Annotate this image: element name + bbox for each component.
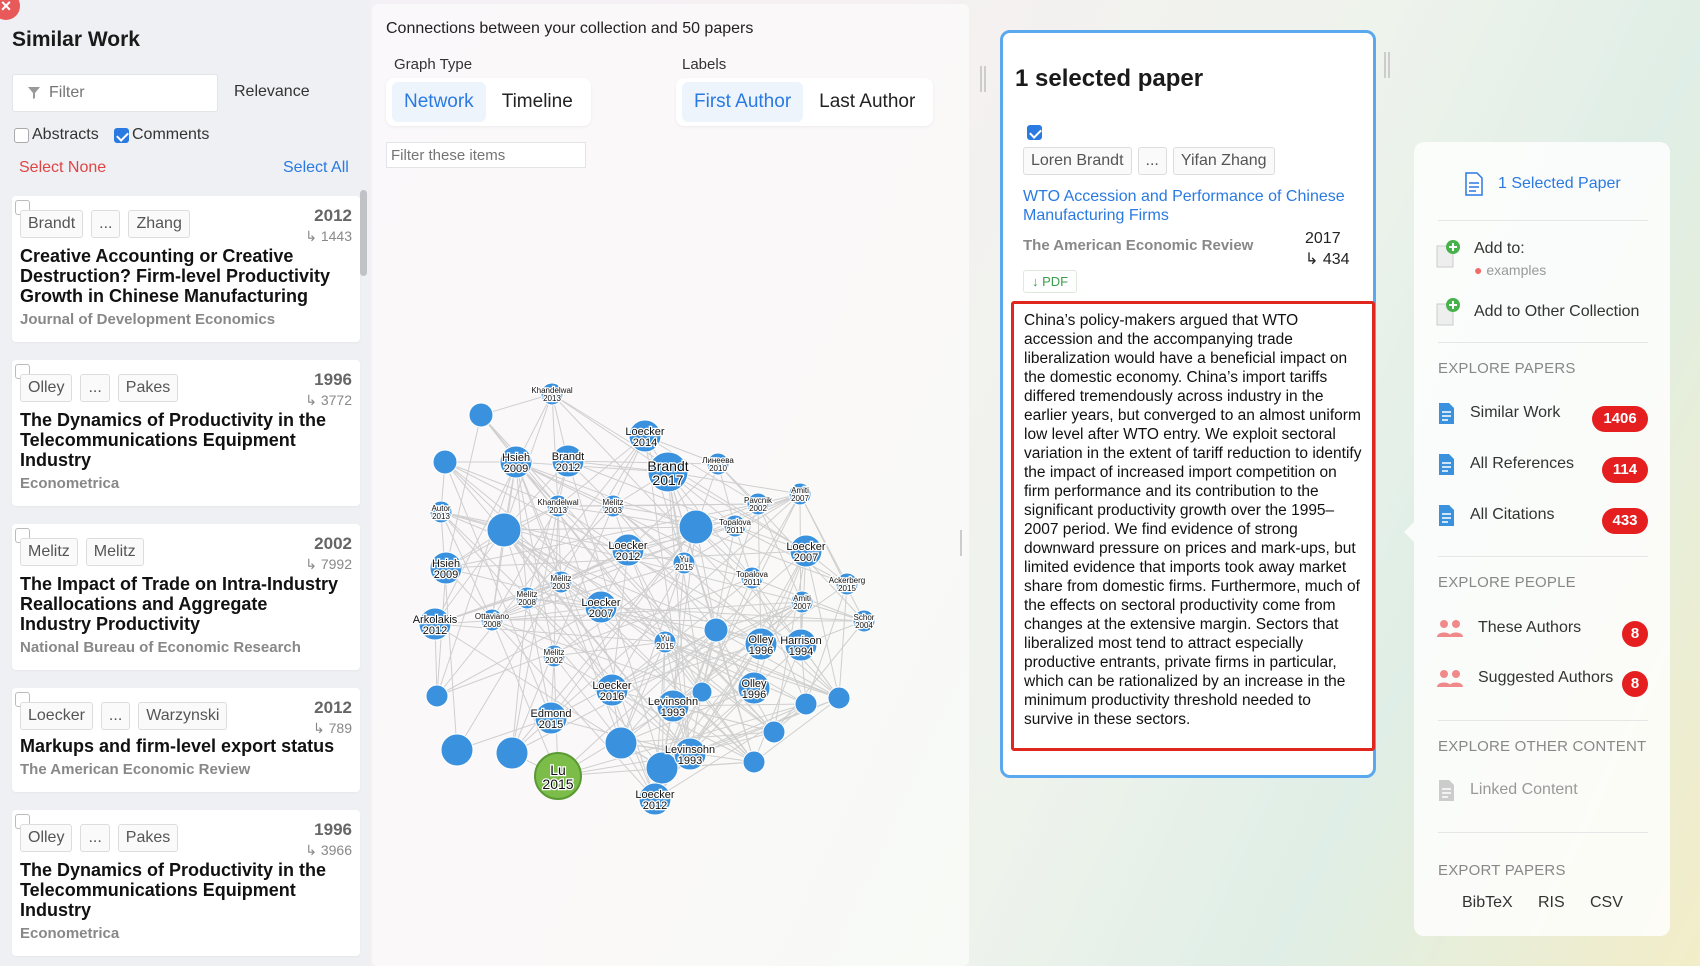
graph-node-label: Линеева 2010 xyxy=(702,456,734,473)
paper-title[interactable]: The Dynamics of Productivity in the Telecommunications Equipment Industry xyxy=(20,860,327,920)
panel-drag-handle[interactable] xyxy=(980,66,986,92)
graph-node-label: Ackerberg 2015 xyxy=(828,576,866,593)
graph-node[interactable] xyxy=(704,618,728,642)
graph-title: Connections between your collection and 50 papers xyxy=(386,20,754,37)
graph-node-label: Loecker 2016 xyxy=(592,680,632,703)
graph-node-label: Loecker 2012 xyxy=(608,540,648,563)
graph-edge xyxy=(800,494,801,645)
graph-node-label: Loecker 2014 xyxy=(625,426,665,449)
export-papers-heading: EXPORT PAPERS xyxy=(1438,862,1566,879)
graph-edge xyxy=(504,527,696,530)
documents-icon xyxy=(1436,503,1456,527)
documents-icon xyxy=(1436,452,1456,476)
panel-drag-handle[interactable] xyxy=(1384,52,1390,78)
paper-year: 1996 xyxy=(314,820,352,839)
collection-name xyxy=(1474,262,1546,278)
paper-journal: Journal of Development Economics xyxy=(20,311,276,328)
tab-timeline[interactable]: Timeline xyxy=(501,91,573,112)
export-csv-button[interactable]: CSV xyxy=(1590,894,1623,911)
comments-checkbox[interactable] xyxy=(114,128,129,143)
graph-node[interactable] xyxy=(441,734,473,766)
graph-node[interactable] xyxy=(646,752,678,784)
graph-node-label: Topalova 2011 xyxy=(718,518,752,535)
graph-node-label: Yu 2015 xyxy=(675,555,693,572)
graph-node-label: Pavcnik 2002 xyxy=(743,496,773,513)
people-icon xyxy=(1436,666,1464,690)
suggested-authors-label: Suggested Authors xyxy=(1478,669,1614,686)
selected-paper-label: 1 Selected Paper xyxy=(1498,175,1621,192)
documents-icon xyxy=(1436,401,1456,425)
author-chip[interactable]: Loren Brandt xyxy=(1023,147,1132,175)
add-to-other-collection[interactable] xyxy=(1436,298,1639,326)
graph-node-label: Hsieh 2009 xyxy=(501,452,531,475)
author-chips xyxy=(20,538,144,566)
citation-count: ↳ 3772 xyxy=(305,392,352,408)
graph-node[interactable] xyxy=(795,693,817,715)
graph-node-label: Harrison 1994 xyxy=(780,635,822,658)
author-chip[interactable]: Olley xyxy=(20,824,72,852)
explore-other-heading: EXPLORE OTHER CONTENT xyxy=(1438,738,1647,755)
selected-paper-link[interactable] xyxy=(1464,172,1621,196)
people-icon xyxy=(1436,616,1464,640)
author-chip[interactable]: Warzynski xyxy=(138,702,227,730)
sort-dropdown[interactable]: Relevance xyxy=(234,83,310,100)
more-authors-chip[interactable]: ... xyxy=(101,702,130,730)
graph-node-label: Loecker 2007 xyxy=(581,597,621,620)
selected-paper-panel xyxy=(1000,30,1376,778)
author-chip[interactable]: Melitz xyxy=(86,538,144,566)
comments-label: Comments xyxy=(132,126,210,143)
author-chips xyxy=(20,210,190,238)
similar-work-link[interactable] xyxy=(1436,401,1560,425)
paper-year: 2012 xyxy=(314,206,352,225)
author-chips xyxy=(20,702,227,730)
graph-node[interactable] xyxy=(828,687,850,709)
filter-input[interactable] xyxy=(49,84,199,102)
tab-first-author[interactable]: First Author xyxy=(682,82,803,122)
paper-year: 2002 xyxy=(314,534,352,553)
paper-title[interactable]: Creative Accounting or Creative Destruction? Firm-level Productivity Growth in Chinese Manufacturing xyxy=(20,246,331,306)
pdf-button[interactable]: ↓ PDF xyxy=(1023,270,1077,293)
labels-label: Labels xyxy=(682,56,727,73)
graph-node-label: Levinsohn 1993 xyxy=(647,696,699,719)
these-authors-badge: 8 xyxy=(1622,621,1648,647)
author-chips xyxy=(20,374,178,402)
explore-papers-heading: EXPLORE PAPERS xyxy=(1438,360,1576,377)
divider xyxy=(1438,556,1648,557)
similar-work-label: Similar Work xyxy=(1470,404,1561,421)
more-authors-chip[interactable]: ... xyxy=(80,374,109,402)
graph-edge xyxy=(839,584,847,698)
graph-node[interactable] xyxy=(426,685,448,707)
tab-network[interactable]: Network xyxy=(392,82,486,122)
divider xyxy=(1438,220,1648,221)
sidebar-pointer xyxy=(1404,522,1414,542)
graph-node[interactable] xyxy=(487,513,521,547)
paper-card[interactable] xyxy=(12,196,360,342)
author-chip[interactable]: Zhang xyxy=(128,210,189,238)
more-authors-chip[interactable]: ... xyxy=(80,824,109,852)
collection-label: examples xyxy=(1486,262,1547,278)
document-icon xyxy=(1464,172,1484,196)
graph-node-label: Lu 2015 xyxy=(542,762,574,792)
export-ris-button[interactable]: RIS xyxy=(1538,894,1565,911)
divider xyxy=(1438,342,1648,343)
author-chip[interactable]: Pakes xyxy=(118,824,178,852)
selected-paper-citations: ↳ 434 xyxy=(1305,251,1350,268)
tab-last-author[interactable]: Last Author xyxy=(819,91,916,112)
graph-node-label: Amiti 2007 xyxy=(791,486,809,503)
filter-icon xyxy=(27,86,41,100)
graph-node-label: Schor 2004 xyxy=(853,613,875,630)
graph-node[interactable] xyxy=(605,727,637,759)
select-none-link[interactable]: Select None xyxy=(19,159,107,176)
author-chip[interactable]: Olley xyxy=(20,374,72,402)
export-bibtex-button[interactable]: BibTeX xyxy=(1462,894,1513,911)
citation-count: ↳ 789 xyxy=(313,720,352,736)
paper-title[interactable]: The Dynamics of Productivity in the Telecommunications Equipment Industry xyxy=(20,410,327,470)
author-chips xyxy=(20,824,178,852)
graph-node-label: Brandt 2017 xyxy=(647,458,689,488)
all-references-label: All References xyxy=(1470,455,1575,472)
paper-title[interactable]: The Impact of Trade on Intra-Industry Reallocations and Aggregate Industry Productivity xyxy=(20,574,339,634)
citation-count: ↳ 7992 xyxy=(305,556,352,572)
graph-node[interactable] xyxy=(496,737,528,769)
suggested-authors-badge: 8 xyxy=(1622,671,1648,697)
graph-node-label: Olley 1996 xyxy=(748,634,774,657)
selected-heading: 1 selected paper xyxy=(1015,65,1204,92)
graph-type-toggle xyxy=(386,78,591,126)
add-to-label: Add to: xyxy=(1474,240,1525,257)
paper-journal: Econometrica xyxy=(20,475,120,492)
graph-node-label: Olley 1996 xyxy=(741,678,767,701)
graph-node-label: Loecker 2007 xyxy=(786,541,826,564)
graph-node[interactable] xyxy=(433,450,457,474)
all-citations-link[interactable] xyxy=(1436,503,1554,527)
comments-toggle[interactable] xyxy=(114,126,209,144)
filter-field[interactable] xyxy=(12,74,218,112)
graph-filter-input[interactable] xyxy=(386,142,586,168)
author-chip[interactable]: Loecker xyxy=(20,702,93,730)
resize-handle[interactable] xyxy=(960,530,962,556)
add-document-icon xyxy=(1436,240,1460,268)
collection-dot-icon: ● xyxy=(1474,262,1487,278)
graph-node-label: Hsieh 2009 xyxy=(431,558,461,581)
linked-content-link[interactable] xyxy=(1436,778,1578,802)
graph-node-label: Topalova 2011 xyxy=(735,570,769,587)
paper-card[interactable] xyxy=(12,524,360,670)
paper-journal: The American Economic Review xyxy=(20,761,251,778)
graph-node-label: Ottaviano 2008 xyxy=(474,612,510,629)
abstracts-label: Abstracts xyxy=(32,126,99,143)
graph-node-label: Autor 2013 xyxy=(431,504,451,521)
divider xyxy=(1438,720,1648,721)
similar-work-panel xyxy=(0,0,370,966)
citation-count: ↳ 3966 xyxy=(305,842,352,858)
all-references-link[interactable] xyxy=(1436,452,1574,476)
panel-title: Similar Work xyxy=(12,28,140,51)
actions-sidebar xyxy=(1414,142,1670,936)
graph-node-label: Amiti 2007 xyxy=(793,594,811,611)
graph-node-label: Edmond 2015 xyxy=(530,708,572,731)
author-chip[interactable]: Pakes xyxy=(118,374,178,402)
explore-people-heading: EXPLORE PEOPLE xyxy=(1438,574,1576,591)
graph-edge xyxy=(435,624,665,642)
more-authors-chip[interactable]: ... xyxy=(1138,147,1167,175)
abstract-text: China’s policy-makers argued that WTO accession and the accompanying trade liberalization would have a beneficial impact on the domestic economy. China’s import tariffs differed tremendously across industry in the earlier years, but converged to an almost uniform low level after WTO entry. We exploit sectoral variation in the extent of tariff reduction to identify the impact of increased import competition on firm performance and its contribution to the significant productivity growth over the 1995–2007 period. We find evidence of strong downward pressure on prices and mark-ups, but limited evidence that imports took away market share from domestic firms. Furthermore, much of the effects on sectoral productivity come from changes at the extensive margin. Sectors that liberalized most tend to attract especially productive entrants, private firms in particular, which can be rationalized by an increase in the minimum productivity threshold needed to survive in these sectors. xyxy=(1011,301,1375,751)
paper-journal: Econometrica xyxy=(20,925,120,942)
select-all-link[interactable]: Select All xyxy=(283,159,349,176)
selected-paper-checkbox[interactable] xyxy=(1027,125,1042,140)
graph-node[interactable] xyxy=(743,751,765,773)
selected-paper-title[interactable]: WTO Accession and Performance of Chinese Manufacturing Firms xyxy=(1023,188,1345,224)
author-chip[interactable]: Melitz xyxy=(20,538,78,566)
graph-edge xyxy=(512,598,527,753)
these-authors-label: These Authors xyxy=(1478,619,1582,636)
suggested-authors-link[interactable] xyxy=(1436,666,1613,690)
abstracts-checkbox[interactable] xyxy=(14,128,29,143)
add-to-collection[interactable] xyxy=(1436,240,1546,278)
graph-node[interactable] xyxy=(469,403,493,427)
author-chips xyxy=(1023,147,1275,175)
graph-node-label: Arkolakis 2012 xyxy=(412,614,458,637)
graph-node-label: Loecker 2012 xyxy=(635,789,675,812)
graph-node[interactable] xyxy=(679,510,713,544)
paper-year: 2012 xyxy=(314,698,352,717)
paper-year: 1996 xyxy=(314,370,352,389)
graph-node-label: Brandt 2012 xyxy=(551,451,585,474)
graph-node-label: Khandelwal 2013 xyxy=(537,498,579,515)
author-chip[interactable]: Brandt xyxy=(20,210,83,238)
graph-node-label: Levinsohn 1993 xyxy=(664,744,716,767)
graph-node[interactable] xyxy=(763,721,785,743)
graph-node-label: Yu 2015 xyxy=(656,634,674,651)
references-count-badge: 114 xyxy=(1602,457,1648,483)
citation-count: ↳ 1443 xyxy=(305,228,352,244)
paper-title[interactable]: Markups and firm-level export status xyxy=(20,736,335,756)
graph-panel xyxy=(372,4,969,966)
network-graph[interactable] xyxy=(372,344,969,864)
add-other-label: Add to Other Collection xyxy=(1474,303,1640,320)
add-document-icon xyxy=(1436,298,1460,326)
graph-node-label: Melitz 2002 xyxy=(543,648,565,665)
abstracts-toggle[interactable] xyxy=(14,126,99,144)
selected-paper-year: 2017 xyxy=(1305,230,1341,247)
graph-node-label: Melitz 2003 xyxy=(550,574,572,591)
graph-type-label: Graph Type xyxy=(394,56,473,73)
citations-count-badge: 433 xyxy=(1602,508,1648,534)
more-authors-chip[interactable]: ... xyxy=(91,210,120,238)
close-icon[interactable]: × xyxy=(0,0,20,20)
these-authors-link[interactable] xyxy=(1436,616,1581,640)
all-citations-label: All Citations xyxy=(1470,506,1555,523)
graph-node-label: Melitz 2003 xyxy=(602,498,624,515)
paper-journal: National Bureau of Economic Research xyxy=(20,639,301,656)
linked-content-label: Linked Content xyxy=(1470,781,1578,798)
paper-card[interactable] xyxy=(12,360,360,506)
similar-count-badge: 1406 xyxy=(1592,406,1648,432)
graph-node-label: Khandelwal 2013 xyxy=(531,386,573,403)
selected-paper-journal: The American Economic Review xyxy=(1023,237,1254,254)
labels-toggle xyxy=(676,78,933,126)
divider xyxy=(1438,832,1648,833)
author-chip[interactable]: Yifan Zhang xyxy=(1173,147,1275,175)
graph-node-label: Melitz 2008 xyxy=(516,590,538,607)
paper-card[interactable] xyxy=(12,810,360,956)
document-icon xyxy=(1436,778,1456,802)
scrollbar[interactable] xyxy=(360,190,367,276)
paper-card[interactable] xyxy=(12,688,360,792)
